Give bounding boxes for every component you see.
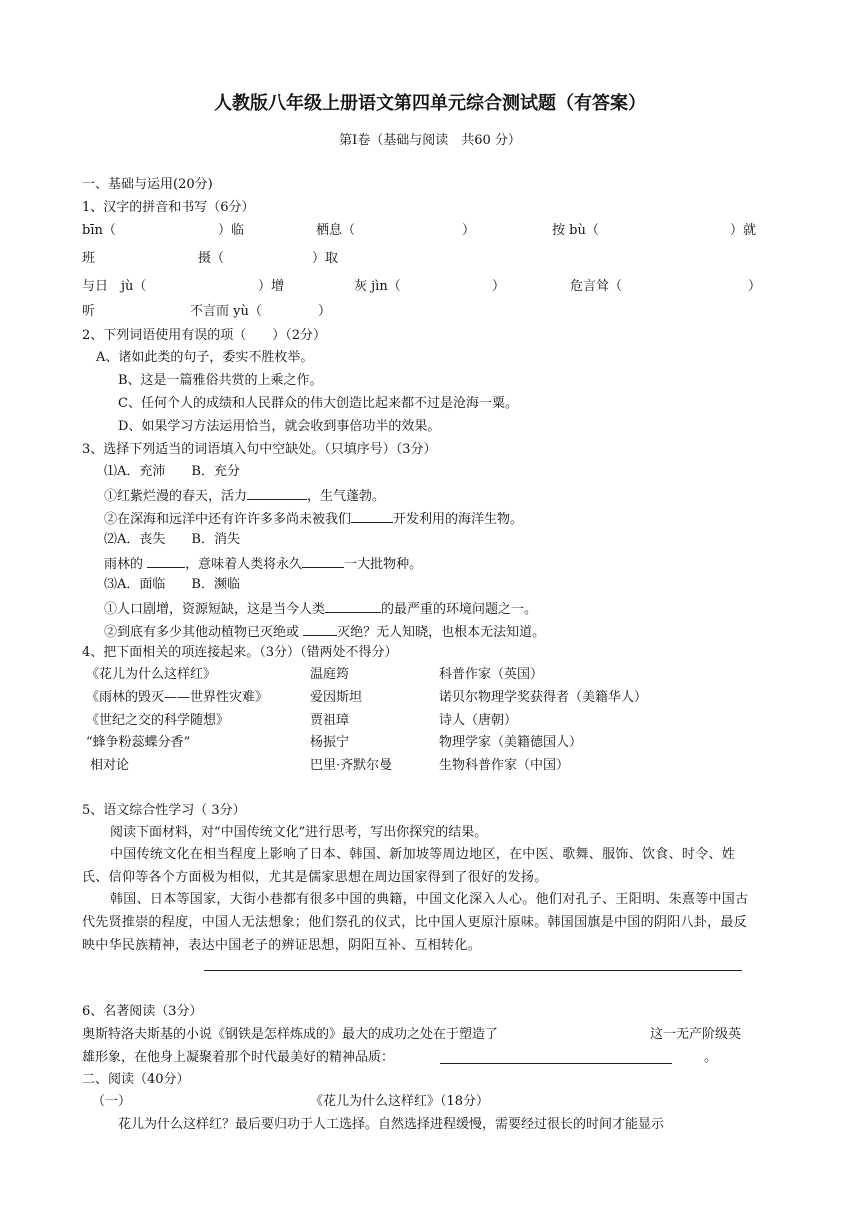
q3-g1-s2-part1: ②在深海和远洋中还有许许多多尚未被我们 — [104, 512, 352, 527]
q2-option-d: D、如果学习方法运用恰当，就会收到事倍功半的效果。 — [118, 419, 441, 434]
q4-title: 诗人（唐朝） — [439, 713, 518, 728]
q1-row2-b-close: ）取 — [312, 251, 339, 266]
section1-heading: 一、基础与运用(20分) — [82, 177, 213, 192]
section2-heading: 二、阅读（40分） — [82, 1072, 190, 1087]
fill-blank[interactable] — [325, 599, 381, 613]
fill-blank[interactable] — [303, 622, 337, 636]
q1-row3-b-close: ） — [492, 279, 506, 294]
q1-row4-b: 不言而 yù（ — [190, 304, 262, 319]
q5-paragraph-1: 中国传统文化在相当程度上影响了日本、韩国、新加坡等周边地区，在中医、歌舞、服饰、饮食、时令、姓氏、信仰等各个方面极为相似，尤其是儒家思想在周边国家得到了很好的发扬。 — [82, 847, 736, 885]
q3-g1-sentence2 — [104, 509, 523, 529]
q3-g3-s1-part1: ①人口剧增，资源短缺，这是当今人类 — [104, 602, 326, 617]
q3-heading: 3、选择下列适当的词语填入句中空缺处。（只填序号）（3分） — [82, 442, 437, 457]
q4-person: 杨振宁 — [310, 735, 350, 750]
q1-row2-a: 班 — [82, 251, 96, 266]
q2-heading: 2、下列词语使用有误的项（ ）（2分） — [82, 328, 327, 343]
q3-g3-sentence2 — [104, 622, 545, 642]
q1-row1-c: 按 bù（ — [552, 223, 599, 238]
q6-heading: 6、名著阅读（3分） — [82, 1004, 203, 1019]
q3-group3-options: ⑶A．面临 B．濒临 — [104, 577, 240, 592]
q4-title: 诺贝尔物理学奖获得者（美籍华人） — [439, 690, 648, 705]
q2-option-c: C、任何个人的成绩和人民群众的伟大创造比起来都不过是沧海一粟。 — [118, 396, 518, 411]
q4-work: 相对论 — [90, 758, 130, 773]
q3-g3-s2-part1: ②到底有多少其他动植物已灭绝或 — [104, 625, 300, 640]
q1-row4-b-close: ） — [318, 304, 332, 319]
section2-text-start: 花儿为什么这样红？最后要归功于人工选择。自然选择进程缓慢，需要经过很长的时间才能显示 — [118, 1117, 665, 1132]
section2-part-label: （一） — [92, 1094, 132, 1109]
q2-option-b: B、这是一篇雅俗共赏的上乘之作。 — [118, 373, 323, 388]
q4-work: 《世纪之交的科学随想》 — [86, 713, 230, 728]
q4-person: 巴里·齐默尔曼 — [310, 758, 393, 773]
q1-row3-c: 危言耸（ — [570, 279, 623, 294]
q5-paragraph-2: 韩国、日本等国家，大街小巷都有很多中国的典籍，中国文化深入人心。他们对孔子、王阳明、朱熹等中国古代先贤推崇的程度，中国人无法想象；他们祭孔的仪式，比中国人更原汁原味。韩国国旗是中国的阴阳八卦，最反映中华民族精神，表达中国老子的辨证思想，阴阳互补、互相转化。 — [82, 892, 749, 953]
q1-row1-a-close: ）临 — [218, 223, 245, 238]
q1-row2-b: 摄（ — [198, 251, 225, 266]
q6-line1-part1: 奥斯特洛夫斯基的小说《钢铁是怎样炼成的》最大的成功之处在于塑造了 — [82, 1027, 499, 1042]
page-title: 人教版八年级上册语文第四单元综合测试题（有答案） — [214, 93, 646, 114]
q3-g1-s1-part2: ，生气蓬勃。 — [307, 489, 386, 504]
q6-answer-line[interactable] — [440, 1063, 672, 1064]
q3-group1-options: ⑴A．充沛 B．充分 — [104, 464, 240, 479]
q4-person: 温庭筠 — [310, 667, 350, 682]
q6-line2-part2: 。 — [704, 1050, 718, 1065]
q4-heading: 4、把下面相关的项连接起来。（3分）（错两处不得分） — [82, 645, 398, 660]
q3-g1-sentence1 — [104, 486, 385, 506]
fill-blank[interactable] — [302, 554, 344, 568]
q4-title: 生物科普作家（中国） — [439, 758, 570, 773]
q4-title: 科普作家（英国） — [439, 667, 544, 682]
q5-instruction: 阅读下面材料，对“中国传统文化”进行思考，写出你探究的结果。 — [110, 825, 488, 840]
q2-option-a: A、诸如此类的句子，委实不胜枚举。 — [96, 350, 314, 365]
q3-g2-sentence1 — [104, 554, 422, 574]
q1-row3-a-close: ）增 — [258, 279, 285, 294]
q3-g1-s1-part1: ①红紫烂漫的春天，活力 — [104, 489, 248, 504]
q1-row3-c-close: ） — [748, 279, 762, 294]
q4-person: 爱因斯坦 — [310, 690, 363, 705]
q3-g2-s1-part1: 雨林的 — [104, 557, 144, 572]
fill-blank[interactable] — [247, 486, 307, 500]
fill-blank[interactable] — [147, 554, 185, 568]
q1-row1-c-close: ）就 — [730, 223, 757, 238]
q1-row3-a: 与日 jù（ — [82, 279, 147, 294]
q4-work: “蜂争粉蕊蝶分香” — [86, 735, 191, 750]
q1-row3-b: 灰 jìn（ — [354, 279, 401, 294]
fill-blank[interactable] — [351, 509, 393, 523]
q1-heading: 1、汉字的拼音和书写（6分） — [82, 200, 255, 215]
q3-g1-s2-part2: 开发利用的海洋生物。 — [393, 512, 524, 527]
q6-line1-part2: 这一无产阶级英 — [650, 1027, 742, 1042]
q4-work: 《花儿为什么这样红》 — [86, 667, 217, 682]
q5-heading: 5、语文综合性学习（ 3分） — [82, 803, 246, 818]
q1-row4-a: 听 — [82, 304, 96, 319]
q3-g3-sentence1 — [104, 599, 537, 619]
q3-g2-s1-part2: ，意味着人类将永久 — [185, 557, 303, 572]
q4-person: 贾祖璋 — [310, 713, 350, 728]
q4-work: 《雨林的毁灭——世界性灾难》 — [86, 690, 269, 705]
q4-title: 物理学家（美籍德国人） — [439, 735, 583, 750]
q1-row1-a: bīn（ — [82, 223, 116, 238]
section2-part-title: 《花儿为什么这样红》（18分） — [310, 1094, 490, 1109]
q6-line2-part1: 雄形象，在他身上凝聚着那个时代最美好的精神品质： — [82, 1050, 395, 1065]
q3-g3-s2-part2: 灭绝？无人知晓，也根本无法知道。 — [337, 625, 546, 640]
page-subtitle: 第Ⅰ卷（基础与阅读 共60 分） — [339, 133, 521, 148]
q1-row1-b-close: ） — [462, 223, 476, 238]
q3-group2-options: ⑵A．丧失 B．消失 — [104, 532, 240, 547]
q3-g3-s1-part2: 的最严重的环境问题之一。 — [381, 602, 538, 617]
q1-row1-b: 栖息（ — [316, 223, 356, 238]
q5-answer-line[interactable] — [204, 970, 742, 971]
q3-g2-s1-part3: 一大批物种。 — [344, 557, 423, 572]
